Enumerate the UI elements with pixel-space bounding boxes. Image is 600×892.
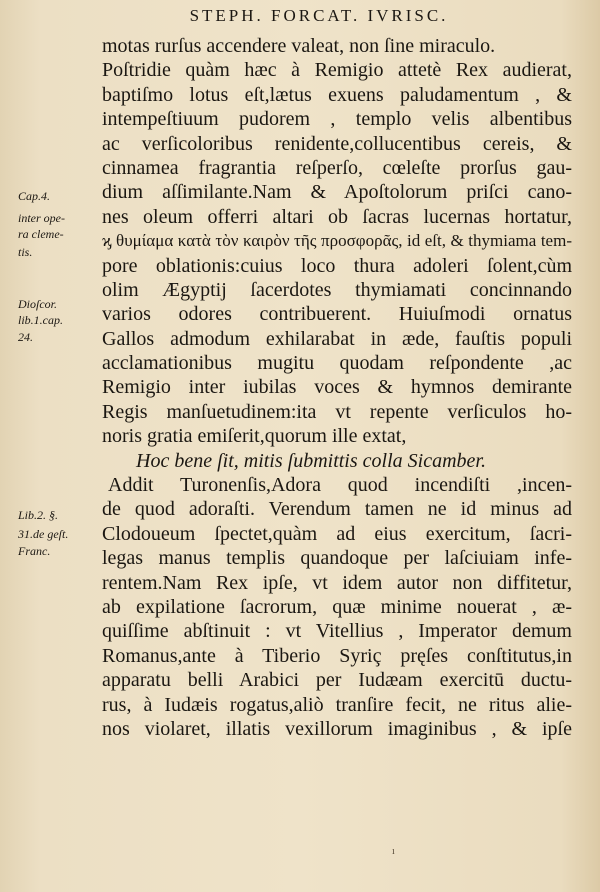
- text-line: Regis manſuetudinem:ita vt repente verſiculos ho-: [102, 400, 572, 423]
- text-line: acclamationibus mugitu quodam reſpondente ,ac: [102, 352, 572, 375]
- margin-note: Lib.2. §.: [18, 507, 59, 522]
- margin-note: inter ope-: [18, 211, 65, 226]
- text-line: pore oblationis:cuius loco thura adoleri ſolent,cùm: [102, 254, 572, 277]
- body-text: [102, 34, 572, 741]
- text-line: ϗ θυμίαμα κατὰ τὸν καιρὸν τῆς προσφορᾶς, id eſt, & thymiama tem-: [102, 231, 572, 251]
- text-line: dium aſſimilante.Nam & Apoſtolorum priſci cano-: [102, 181, 572, 204]
- text-line: varios odores contribuerent. Huiuſmodi ornatus: [102, 303, 572, 326]
- text-line: noris gratia emiſerit,quorum ille extat,: [102, 425, 407, 448]
- text-line: apparatu belli Arabici per Iudæam exercitū ductu-: [102, 669, 572, 692]
- text-line: quiſſime abſtinuit : vt Vitellius , Imperator demum: [102, 620, 572, 643]
- text-line: rentem.Nam Rex ipſe, vt idem autor non diffitetur,: [102, 571, 572, 594]
- text-line: Hoc bene ſit, mitis ſubmittis colla Sicamber.: [136, 449, 486, 472]
- text-line: legas manus templis quandoque per laſciuiam infe-: [102, 547, 572, 570]
- text-line: Remigio inter iubilas voces & hymnos demirante: [102, 376, 572, 399]
- text-line: nos violaret, illatis vexillorum imaginibus , & ipſe: [102, 717, 572, 740]
- margin-note: 31.de geſt.: [18, 527, 69, 542]
- running-head: [0, 6, 600, 26]
- text-line: rus, à Iudæis rogatus,aliò tranſire fecit, ne ritus alie-: [102, 693, 572, 716]
- margin-note: Franc.: [18, 544, 51, 559]
- text-line: Clodoueum ſpectet,quàm ad eius exercitum, ſacri-: [102, 522, 572, 545]
- margin-note: Cap.4.: [18, 189, 51, 204]
- text-line: olim Ægyptij ſacerdotes thymiamati concinnando: [102, 278, 572, 301]
- text-line: Gallos admodum exhilarabat in æde, fauſtis populi: [102, 327, 572, 350]
- text-line: baptiſmo lotus eſt,lætus exuens paludamentum , &: [102, 83, 572, 106]
- text-line: ab expilatione ſacrorum, quæ minime nouerat , æ-: [102, 595, 572, 618]
- running-head-text: STEPH. FORCAT. IVRISC.: [189, 6, 449, 25]
- text-line: intempeſtiuum pudorem , templo velis albentibus: [102, 108, 572, 131]
- text-line: Poſtridie quàm hæc à Remigio attetè Rex audierat,: [102, 59, 572, 82]
- text-line: motas rurſus accendere valeat, non ſine miraculo.: [102, 35, 496, 57]
- margin-note: Dioſcor.: [18, 296, 57, 311]
- margin-note: tis.: [18, 245, 33, 260]
- text-line: de quod adoraſti. Verendum tamen ne id minus ad: [102, 498, 572, 521]
- margin-note: 24.: [18, 329, 33, 344]
- text-line: Romanus,ante à Tiberio Syriç pręſes conſtitutus,in: [102, 644, 572, 667]
- catch-mark: ı: [392, 846, 395, 857]
- text-line: Addit Turonenſis,Adora quod incendiſti ,incen-: [108, 474, 572, 497]
- text-line: ac verſicoloribus renidente,collucentibus cereis, &: [102, 132, 572, 155]
- margin-note: lib.1.cap.: [18, 312, 63, 327]
- margin-note: ra cleme-: [18, 227, 64, 242]
- text-line: cinnamea fragrantia reſperſo, cœleſte prorſus gau-: [102, 156, 572, 179]
- text-line: nes oleum offerri altari ob ſacras lucernas hortatur,: [102, 205, 572, 228]
